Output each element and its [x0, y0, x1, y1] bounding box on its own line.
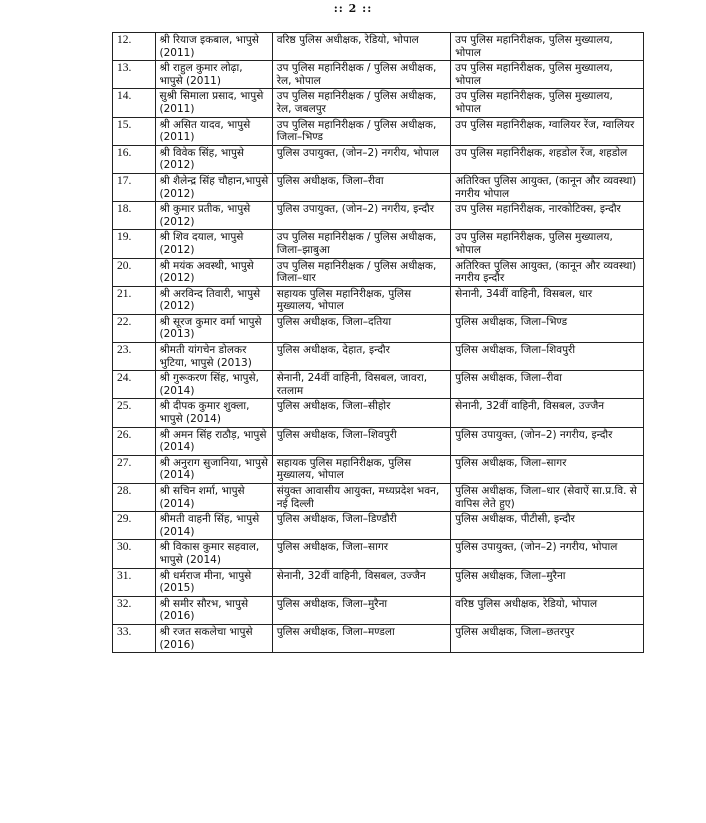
current-posting-cell: पुलिस अधीक्षक, जिला–दतिया: [272, 314, 450, 342]
officer-name-cell: श्री दीपक कुमार शुक्ला, भापुसे (2014): [155, 399, 272, 427]
new-posting-cell: उप पुलिस महानिरीक्षक, पुलिस मुख्यालय, भोपाल: [451, 33, 644, 61]
current-posting-cell: संयुक्त आवासीय आयुक्त, मध्यप्रदेश भवन, नई दिल्ली: [272, 484, 450, 512]
officer-name-cell: श्री सूरज कुमार वर्मा भापुसे (2013): [155, 314, 272, 342]
current-posting-cell: उप पुलिस महानिरीक्षक / पुलिस अधीक्षक, रेल, जबलपुर: [272, 89, 450, 117]
serial-number-cell: 23.: [113, 343, 156, 371]
new-posting-cell: सेनानी, 34वीं वाहिनी, विसबल, धार: [451, 286, 644, 314]
new-posting-cell: सेनानी, 32वीं वाहिनी, विसबल, उज्जैन: [451, 399, 644, 427]
table-row: [113, 371, 644, 399]
current-posting-cell: पुलिस अधीक्षक, जिला–सागर: [272, 540, 450, 568]
table-row: [113, 145, 644, 173]
new-posting-cell: उप पुलिस महानिरीक्षक, पुलिस मुख्यालय, भोपाल: [451, 230, 644, 258]
serial-number-cell: 26.: [113, 427, 156, 455]
officer-name-cell: श्री असित यादव, भापुसे (2011): [155, 117, 272, 145]
officer-name-cell: श्री सचिन शर्मा, भापुसे (2014): [155, 484, 272, 512]
serial-number-cell: 27.: [113, 455, 156, 483]
officer-name-cell: श्री विवेक सिंह, भापुसे (2012): [155, 145, 272, 173]
new-posting-cell: पुलिस अधीक्षक, पीटीसी, इन्दौर: [451, 512, 644, 540]
officer-name-cell: श्री विकास कुमार सहवाल, भापुसे (2014): [155, 540, 272, 568]
transfer-table: [112, 32, 644, 653]
officer-name-cell: श्री समीर सौरभ, भापुसे (2016): [155, 596, 272, 624]
officer-name-cell: सुश्री सिमाला प्रसाद, भापुसे (2011): [155, 89, 272, 117]
table-row: [113, 173, 644, 201]
serial-number-cell: 32.: [113, 596, 156, 624]
current-posting-cell: पुलिस अधीक्षक, जिला–मुरैना: [272, 596, 450, 624]
serial-number-cell: 15.: [113, 117, 156, 145]
table-row: [113, 61, 644, 89]
officer-name-cell: श्री शिव दयाल, भापुसे (2012): [155, 230, 272, 258]
new-posting-cell: पुलिस उपायुक्त, (जोन–2) नगरीय, इन्दौर: [451, 427, 644, 455]
table-row: [113, 596, 644, 624]
new-posting-cell: वरिष्ठ पुलिस अधीक्षक, रेडियो, भोपाल: [451, 596, 644, 624]
serial-number-cell: 12.: [113, 33, 156, 61]
serial-number-cell: 31.: [113, 568, 156, 596]
serial-number-cell: 21.: [113, 286, 156, 314]
serial-number-cell: 30.: [113, 540, 156, 568]
current-posting-cell: पुलिस उपायुक्त, (जोन–2) नगरीय, भोपाल: [272, 145, 450, 173]
serial-number-cell: 16.: [113, 145, 156, 173]
current-posting-cell: पुलिस अधीक्षक, देहात, इन्दौर: [272, 343, 450, 371]
serial-number-cell: 25.: [113, 399, 156, 427]
current-posting-cell: पुलिस अधीक्षक, जिला–डिण्डौरी: [272, 512, 450, 540]
current-posting-cell: सहायक पुलिस महानिरीक्षक, पुलिस मुख्यालय, भोपाल: [272, 286, 450, 314]
table-row: [113, 484, 644, 512]
officer-name-cell: श्री धर्मराज मीना, भापुसे (2015): [155, 568, 272, 596]
serial-number-cell: 24.: [113, 371, 156, 399]
current-posting-cell: सेनानी, 32वीं वाहिनी, विसबल, उज्जैन: [272, 568, 450, 596]
new-posting-cell: पुलिस उपायुक्त, (जोन–2) नगरीय, भोपाल: [451, 540, 644, 568]
table-row: [113, 427, 644, 455]
serial-number-cell: 18.: [113, 202, 156, 230]
new-posting-cell: अतिरिक्त पुलिस आयुक्त, (कानून और व्यवस्था) नगरीय इन्दौर: [451, 258, 644, 286]
officer-name-cell: श्री रजत सकलेचा भापुसे (2016): [155, 624, 272, 652]
officer-name-cell: श्री राहुल कुमार लोढ़ा, भापुसे (2011): [155, 61, 272, 89]
table-row: [113, 343, 644, 371]
table-row: [113, 33, 644, 61]
current-posting-cell: उप पुलिस महानिरीक्षक / पुलिस अधीक्षक, रेल, भोपाल: [272, 61, 450, 89]
table-row: [113, 230, 644, 258]
officer-name-cell: श्री शैलेन्द्र सिंह चौहान,भापुसे (2012): [155, 173, 272, 201]
new-posting-cell: पुलिस अधीक्षक, जिला–शिवपुरी: [451, 343, 644, 371]
new-posting-cell: उप पुलिस महानिरीक्षक, नारकोटिक्स, इन्दौर: [451, 202, 644, 230]
serial-number-cell: 28.: [113, 484, 156, 512]
table-row: [113, 117, 644, 145]
serial-number-cell: 14.: [113, 89, 156, 117]
table-row: [113, 258, 644, 286]
table-row: [113, 202, 644, 230]
officer-name-cell: श्रीमती वाहनी सिंह, भापुसे (2014): [155, 512, 272, 540]
officer-name-cell: श्री मयंक अवस्थी, भापुसे (2012): [155, 258, 272, 286]
new-posting-cell: उप पुलिस महानिरीक्षक, पुलिस मुख्यालय, भोपाल: [451, 61, 644, 89]
table-row: [113, 89, 644, 117]
table-row: [113, 455, 644, 483]
table-row: [113, 399, 644, 427]
new-posting-cell: पुलिस अधीक्षक, जिला–धार (सेवाऐं सा.प्र.वि. से वापिस लेते हुए): [451, 484, 644, 512]
serial-number-cell: 20.: [113, 258, 156, 286]
new-posting-cell: पुलिस अधीक्षक, जिला–भिण्ड: [451, 314, 644, 342]
table-body: [113, 33, 644, 653]
new-posting-cell: पुलिस अधीक्षक, जिला–छतरपुर: [451, 624, 644, 652]
current-posting-cell: पुलिस अधीक्षक, जिला–रीवा: [272, 173, 450, 201]
new-posting-cell: उप पुलिस महानिरीक्षक, शहडोल रेंज, शहडोल: [451, 145, 644, 173]
officer-name-cell: श्री अरविन्द तिवारी, भापुसे (2012): [155, 286, 272, 314]
serial-number-cell: 29.: [113, 512, 156, 540]
officer-name-cell: श्री रियाज इकबाल, भापुसे (2011): [155, 33, 272, 61]
officer-name-cell: श्री अमन सिंह राठौड़, भापुसे (2014): [155, 427, 272, 455]
serial-number-cell: 13.: [113, 61, 156, 89]
serial-number-cell: 19.: [113, 230, 156, 258]
new-posting-cell: उप पुलिस महानिरीक्षक, ग्वालियर रेंज, ग्वालियर: [451, 117, 644, 145]
current-posting-cell: उप पुलिस महानिरीक्षक / पुलिस अधीक्षक, जिला–भिण्ड: [272, 117, 450, 145]
officer-name-cell: श्री गुरूकरण सिंह, भापुसे, (2014): [155, 371, 272, 399]
new-posting-cell: पुलिस अधीक्षक, जिला–रीवा: [451, 371, 644, 399]
table-row: [113, 314, 644, 342]
new-posting-cell: अतिरिक्त पुलिस आयुक्त, (कानून और व्यवस्था) नगरीय भोपाल: [451, 173, 644, 201]
table-row: [113, 540, 644, 568]
current-posting-cell: सेनानी, 24वीं वाहिनी, विसबल, जावरा, रतलाम: [272, 371, 450, 399]
current-posting-cell: पुलिस अधीक्षक, जिला–शिवपुरी: [272, 427, 450, 455]
new-posting-cell: पुलिस अधीक्षक, जिला–सागर: [451, 455, 644, 483]
current-posting-cell: पुलिस अधीक्षक, जिला–सीहोर: [272, 399, 450, 427]
table-row: [113, 568, 644, 596]
officer-name-cell: श्री अनुराग सुजानिया, भापुसे (2014): [155, 455, 272, 483]
page-number-header: :: 2 ::: [333, 2, 373, 15]
new-posting-cell: उप पुलिस महानिरीक्षक, पुलिस मुख्यालय, भोपाल: [451, 89, 644, 117]
current-posting-cell: उप पुलिस महानिरीक्षक / पुलिस अधीक्षक, जिला–धार: [272, 258, 450, 286]
serial-number-cell: 22.: [113, 314, 156, 342]
current-posting-cell: सहायक पुलिस महानिरीक्षक, पुलिस मुख्यालय, भोपाल: [272, 455, 450, 483]
serial-number-cell: 33.: [113, 624, 156, 652]
current-posting-cell: वरिष्ठ पुलिस अधीक्षक, रेडियो, भोपाल: [272, 33, 450, 61]
serial-number-cell: 17.: [113, 173, 156, 201]
current-posting-cell: पुलिस अधीक्षक, जिला–मण्डला: [272, 624, 450, 652]
officer-name-cell: श्री कुमार प्रतीक, भापुसे (2012): [155, 202, 272, 230]
table-row: [113, 286, 644, 314]
current-posting-cell: पुलिस उपायुक्त, (जोन–2) नगरीय, इन्दौर: [272, 202, 450, 230]
current-posting-cell: उप पुलिस महानिरीक्षक / पुलिस अधीक्षक, जिला–झाबुआ: [272, 230, 450, 258]
officer-name-cell: श्रीमती यांगचेन डोलकर भुटिया, भापुसे (2013): [155, 343, 272, 371]
table-row: [113, 512, 644, 540]
table-row: [113, 624, 644, 652]
new-posting-cell: पुलिस अधीक्षक, जिला–मुरैना: [451, 568, 644, 596]
